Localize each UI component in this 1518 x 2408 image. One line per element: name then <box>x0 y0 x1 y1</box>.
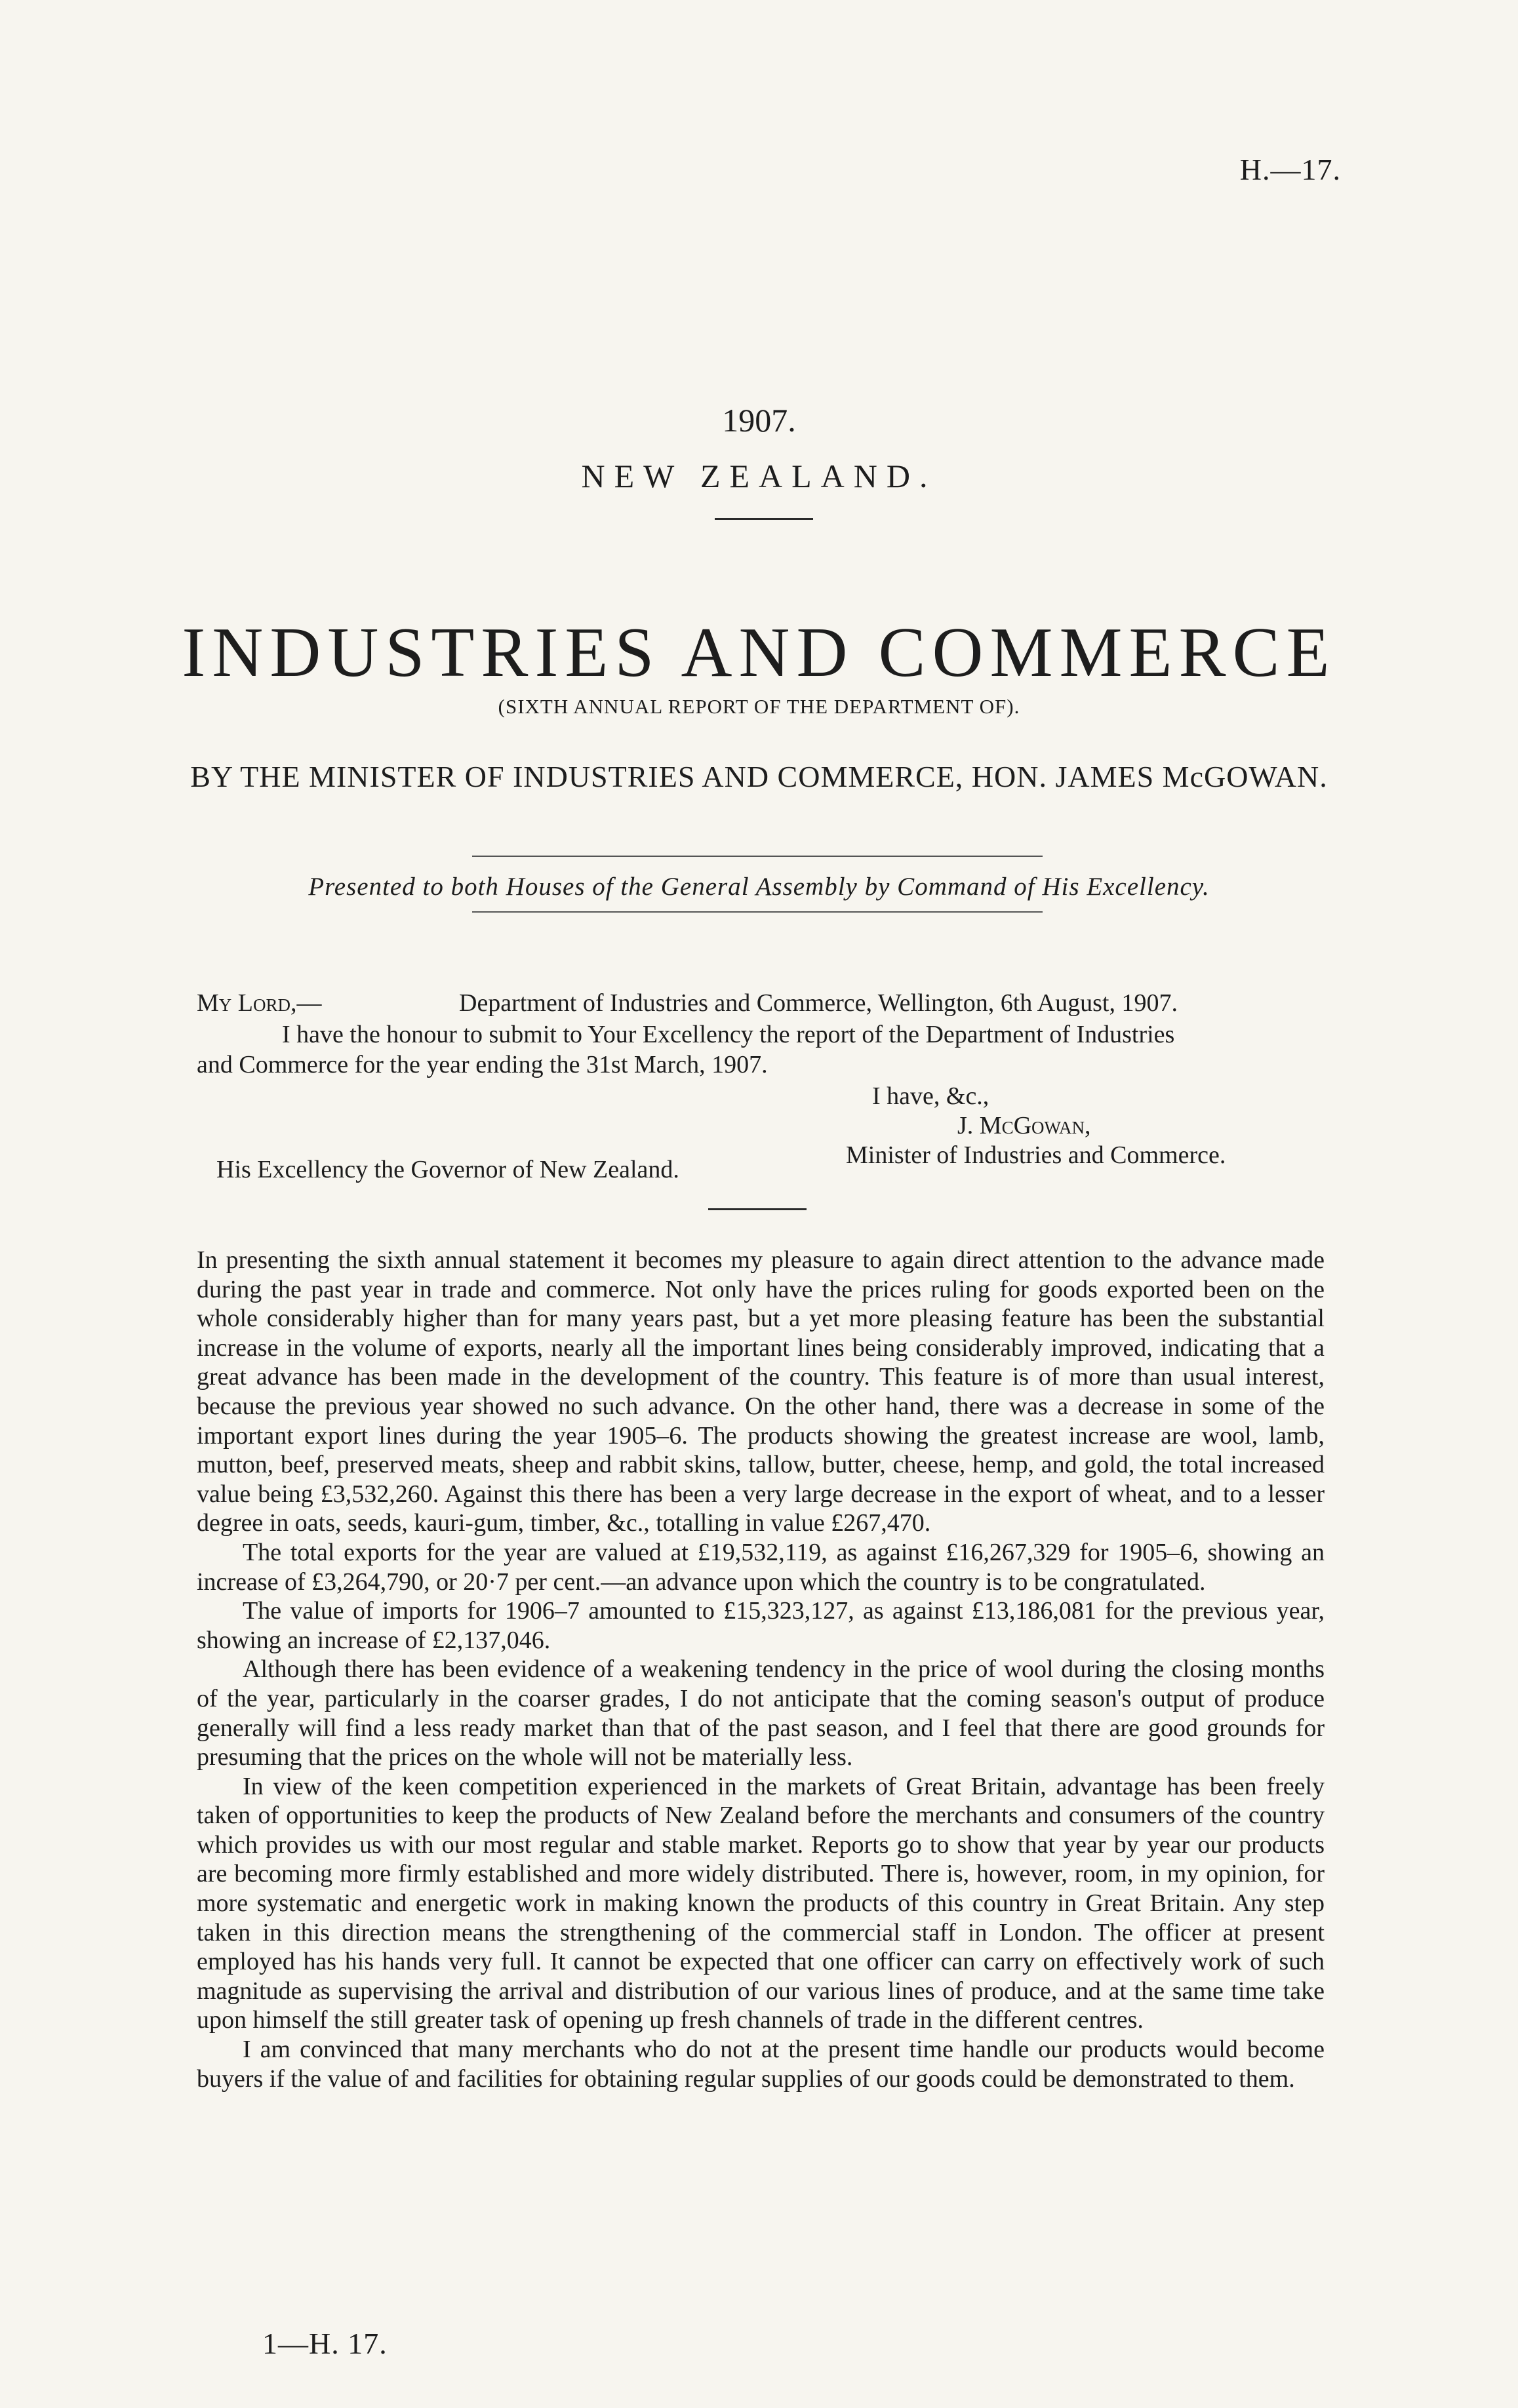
body-paragraph: In view of the keen competition experienced in the markets of Great Britain, advantage has been freely taken of opportunities to keep the products of New Zealand before the merchants and consumers of the country which provides us with our most regular and stable market. Reports go to show that year by year our products are becoming more firmly established and more widely distributed. There is, however, room, in my opinion, for more systematic and energetic work in making known the products of this country in Great Britain. Any step taken in this direction means the strengthening of the commercial staff in London. The officer at present employed has his hands very full. It cannot be expected that one officer can carry on effectively work of such magnitude as supervising the arrival and distribution of our various lines of produce, and at the same time take upon himself the still greater task of opening up fresh channels of trade in the different centres. <box>197 1772 1325 2034</box>
body-paragraph: I am convinced that many merchants who do not at the present time handle our products would become buyers if the value of and facilities for obtaining regular supplies of our goods could be demonstrated to them. <box>197 2036 1325 2093</box>
divider <box>472 856 1043 857</box>
letter-signatory-title: Minister of Industries and Commerce. <box>846 1141 1226 1169</box>
body-paragraph: In presenting the sixth annual statement it becomes my pleasure to again direct attention to the advance made during the past year in trade and commerce. Not only have the prices ruling for goods exported been on the whole considerably higher than for many years past, but a yet more pleasing feature has been the substantial increase in the volume of exports, nearly all the important lines being considerably improved, indicating that a great advance has been made in the development of the country. This feature is of more than usual interest, because the previous year showed no such advance. On the other hand, there was a decrease in some of the important export lines during the year 1905–6. The products showing the greatest increase are wool, lamb, mutton, beef, preserved meats, sheep and rabbit skins, tallow, butter, cheese, hemp, and gold, the total increased value being £3,532,260. Against this there has been a very large decrease in the export of wheat, and to a lesser degree in oats, seeds, kauri-gum, timber, &c., totalling in value £267,470. <box>197 1246 1325 1537</box>
page-identifier: H.—17. <box>1239 153 1341 186</box>
presentation-note: Presented to both Houses of the General Assembly by Command of His Excellency. <box>308 873 1210 901</box>
body-paragraph: The value of imports for 1906–7 amounted to £15,323,127, as against £13,186,081 for the previous year, showing an increase of £2,137,046. <box>197 1597 1325 1654</box>
author-byline: BY THE MINISTER OF INDUSTRIES AND COMMERCE, HON. JAMES McGOWAN. <box>190 760 1328 793</box>
report-year: 1907. <box>722 402 796 439</box>
document-title: INDUSTRIES AND COMMERCE <box>182 614 1336 692</box>
body-paragraph: The total exports for the year are valued at £19,532,119, as against £16,267,329 for 1905–6, showing an increase of £3,264,790, or 20·7 per cent.—an advance upon which the country is to be congratulated. <box>197 1538 1325 1596</box>
letter-salutation: My Lord,— <box>197 989 322 1017</box>
document-subtitle: (SIXTH ANNUAL REPORT OF THE DEPARTMENT OF). <box>498 695 1020 718</box>
divider <box>472 911 1043 913</box>
letter-signatory: J. McGowan, <box>957 1112 1091 1139</box>
signature-mark: 1—H. 17. <box>262 2327 388 2360</box>
letter-closing: I have, &c., <box>872 1082 989 1110</box>
country-heading: NEW ZEALAND. <box>581 458 937 494</box>
body-paragraph: Although there has been evidence of a weakening tendency in the price of wool during the closing months of the year, particularly in the coarser grades, I do not anticipate that the coming season's output of produce generally will find a less ready market than that of the past season, and I feel that there are good grounds for presuming that the prices on the whole will not be materially less. <box>197 1655 1325 1771</box>
report-body <box>197 1246 1325 2093</box>
letter-body-line: and Commerce for the year ending the 31st March, 1907. <box>197 1051 768 1078</box>
letter-dateline: Department of Industries and Commerce, Wellington, 6th August, 1907. <box>459 989 1178 1017</box>
divider <box>715 518 813 520</box>
letter-body-line: I have the honour to submit to Your Excellency the report of the Department of Industries <box>282 1021 1175 1048</box>
divider <box>708 1208 807 1210</box>
letter-addressee: His Excellency the Governor of New Zealand. <box>216 1156 679 1183</box>
